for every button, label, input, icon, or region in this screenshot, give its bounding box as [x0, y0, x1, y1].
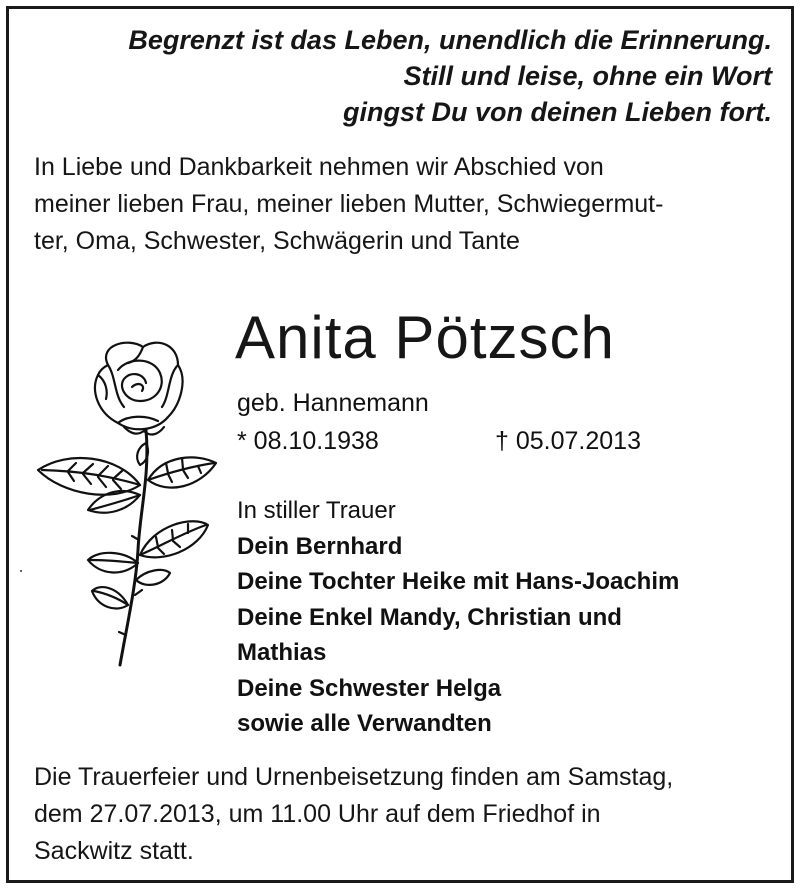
- mourner-line: Dein Bernhard: [237, 532, 403, 560]
- ceremony-line: Die Trauerfeier und Urnenbeisetzung finden am Samstag,: [34, 763, 674, 791]
- intro-line: ter, Oma, Schwester, Schwägerin und Tante: [34, 227, 520, 255]
- ceremony-line: Sackwitz statt.: [34, 837, 194, 865]
- death-date: † 05.07.2013: [495, 427, 641, 455]
- intro-line: In Liebe und Dankbarkeit nehmen wir Abschied von: [34, 153, 604, 181]
- intro-text: [34, 149, 774, 260]
- speck-mark: [20, 570, 22, 572]
- mourners-heading: In stiller Trauer: [237, 497, 396, 524]
- life-dates: [237, 423, 641, 459]
- intro-line: meiner lieben Frau, meiner lieben Mutter, Schwiegermut-: [34, 190, 664, 218]
- mourner-line: sowie alle Verwandten: [237, 710, 492, 737]
- poem-line: Begrenzt ist das Leben, unendlich die Erinnerung.: [128, 25, 772, 55]
- mourner-line: Deine Schwester Helga: [237, 674, 502, 702]
- poem-line: Still und leise, ohne ein Wort: [403, 61, 772, 91]
- rose-icon: [28, 335, 218, 675]
- mourner-line: Mathias: [237, 639, 327, 666]
- mourner-line: Deine Tochter Heike mit Hans-Joachim: [237, 568, 680, 595]
- mourner-line: Deine Enkel Mandy, Christian und: [237, 603, 622, 631]
- ceremony-info: [34, 759, 774, 870]
- mourners-block: [237, 493, 679, 742]
- poem: [128, 22, 772, 130]
- deceased-name: Anita Pötzsch: [235, 304, 615, 371]
- ceremony-line: dem 27.07.2013, um 11.00 Uhr auf dem Friedhof in: [34, 800, 601, 828]
- maiden-name: geb. Hannemann: [237, 389, 429, 417]
- birth-date: * 08.10.1938: [237, 427, 379, 455]
- poem-line: gingst Du von deinen Lieben fort.: [343, 97, 772, 127]
